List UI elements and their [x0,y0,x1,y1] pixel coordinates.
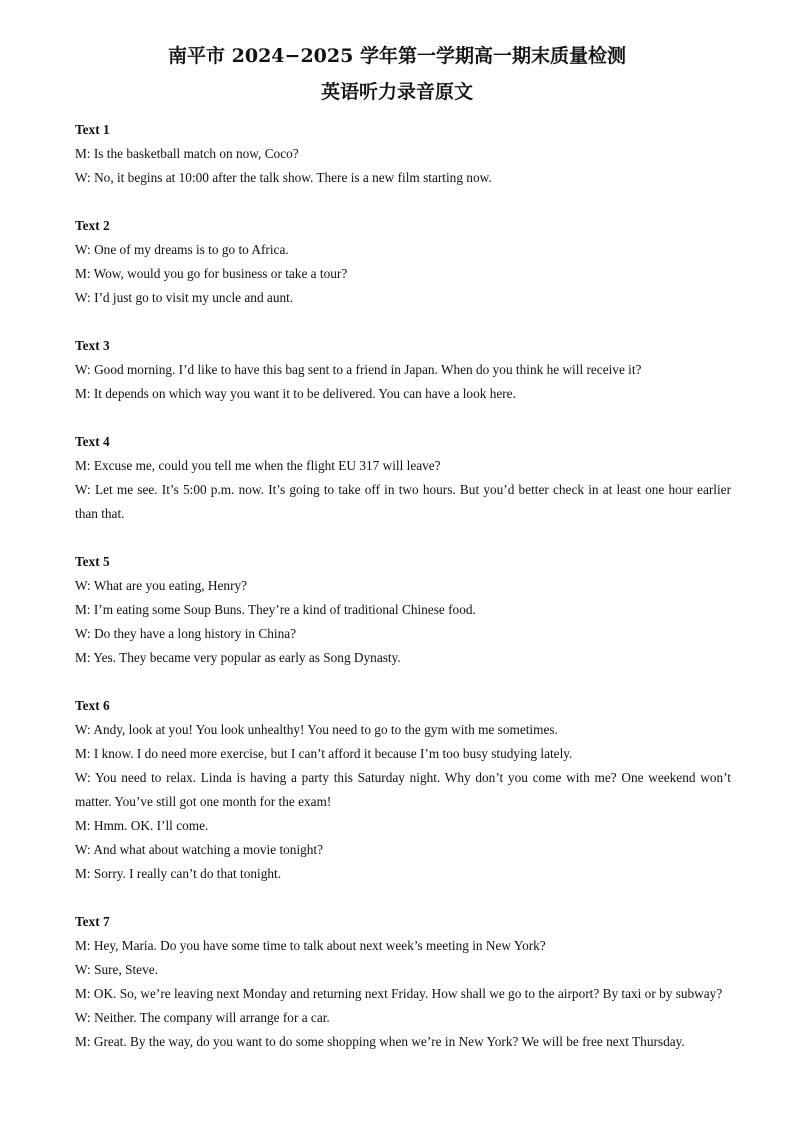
dialogue-line: W: One of my dreams is to go to Africa. [75,242,289,257]
dialogue-line: M: I know. I do need more exercise, but I can’t afford it because I’m too busy studying lately. [75,746,573,761]
dialogue-line: M: It depends on which way you want it to be delivered. You can have a look here. [75,386,516,401]
section-title: Text 7 [75,914,110,929]
dialogue-line: W: What are you eating, Henry? [75,578,248,593]
dialogue-line: W: Sure, Steve. [75,962,158,977]
dialogue-line: W: No, it begins at 10:00 after the talk show. There is a new film starting now. [75,170,492,185]
dialogue-line: M: Yes. They became very popular as early as Song Dynasty. [75,650,401,665]
dialogue-line: W: Do they have a long history in China? [75,626,297,641]
section-text-6 [75,694,731,886]
dialogue-line: M: OK. So, we’re leaving next Monday and returning next Friday. How shall we go to the airport? By taxi or by subway? [75,986,723,1001]
section-text-5 [75,550,731,670]
dialogue-line: M: Is the basketball match on now, Coco? [75,146,299,161]
dialogue-line: M: Hmm. OK. I’ll come. [75,818,209,833]
section-text-1 [75,118,731,190]
dialogue-line: W: I’d just go to visit my uncle and aunt. [75,290,294,305]
dialogue-line: M: Wow, would you go for business or take a tour? [75,266,348,281]
dialogue-line: W: Andy, look at you! You look unhealthy! You need to go to the gym with me sometimes. [75,722,558,737]
section-title: Text 2 [75,218,110,233]
section-text-2 [75,214,731,310]
dialogue-line: M: Hey, Maria. Do you have some time to talk about next week’s meeting in New York? [75,938,546,953]
section-title: Text 5 [75,554,110,569]
dialogue-line: M: Great. By the way, do you want to do some shopping when we’re in New York? We will be free next Thursday. [75,1034,685,1049]
dialogue-line: M: Sorry. I really can’t do that tonight. [75,866,282,881]
dialogue-line: M: I’m eating some Soup Buns. They’re a kind of traditional Chinese food. [75,602,476,617]
section-text-3 [75,334,731,406]
dialogue-line: M: Excuse me, could you tell me when the flight EU 317 will leave? [75,458,441,473]
dialogue-line: W: And what about watching a movie tonight? [75,842,324,857]
document-title: 南平市 2024−2025 学年第一学期高一期末质量检测 [168,45,626,67]
dialogue-line: W: You need to relax. Linda is having a party this Saturday night. Why don’t you come with me? One weekend won’t matter. You’ve still got one month for the exam! [75,770,731,809]
dialogue-line: W: Neither. The company will arrange for a car. [75,1010,330,1025]
section-title: Text 3 [75,338,110,353]
dialogue-line: W: Good morning. I’d like to have this bag sent to a friend in Japan. When do you think he will receive it? [75,362,642,377]
section-title: Text 1 [75,122,110,137]
dialogue-line: W: Let me see. It’s 5:00 p.m. now. It’s going to take off in two hours. But you’d better check in at least one hour earlier than that. [75,482,731,521]
section-text-7 [75,910,731,1054]
section-title: Text 6 [75,698,110,713]
section-title: Text 4 [75,434,110,449]
document-subtitle: 英语听力录音原文 [320,81,473,103]
transcript-content [75,118,731,1078]
section-text-4 [75,430,731,526]
